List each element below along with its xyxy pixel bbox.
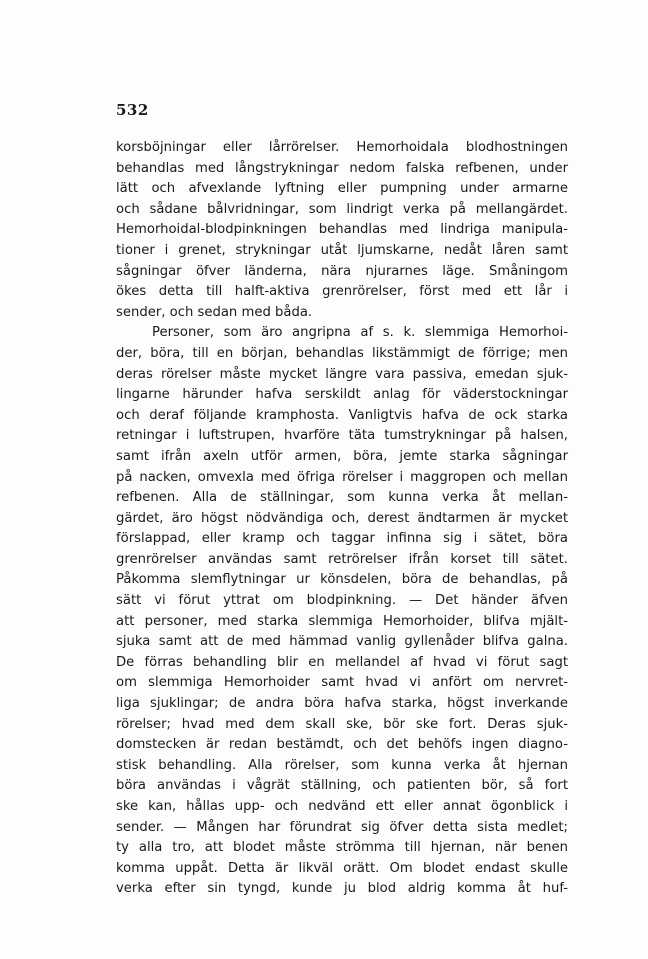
text-line: komma uppåt. Detta är likväl orätt. Om blodet endast skulle [116,860,568,876]
text-line: sender. — Mången har förundrat sig öfver detta sista medlet; [116,819,568,835]
text-line: sågningar öfver länderna, nära njurarnes läge. Småningom [116,263,568,279]
text-line: sender, och sedan med båda. [116,304,313,320]
text-line: Hemorhoidal-blodpinkningen behandlas med lindriga manipula- [116,222,568,238]
text-line: retningar i luftstrupen, hvarföre täta tumstrykningar på halsen, [116,428,568,444]
text-line: samt ifrån axeln utför armen, böra, jemte starka sågningar [116,448,568,464]
text-line: refbenen. Alla de ställningar, som kunna verka åt mellan- [116,490,568,506]
text-line: sjuka samt att de med hämmad vanlig gyllenåder blifva galna. [116,634,568,650]
text-line: ty alla tro, att blodet måste strömma till hjernan, när benen [116,840,568,856]
text-line: gärdet, äro högst nödvändiga och, derest ändtarmen är mycket [116,510,568,526]
text-line: verka efter sin tyngd, kunde ju blod aldrig komma åt huf- [116,881,568,897]
text-line: grenrörelser användas samt retrörelser ifrån korset till sätet. [116,551,568,567]
text-line: Personer, som äro angripna af s. k. slemmiga Hemorhoi- [152,325,568,341]
text-line: lätt och afvexlande lyftning eller pumpning under armarne [116,181,568,197]
text-line: Påkomma slemflytningar ur könsdelen, böra de behandlas, på [116,572,568,588]
text-line: på nacken, omvexla med öfriga rörelser i maggropen och mellan [116,469,568,485]
text-line: domstecken är redan bestämdt, och det behöfs ingen diagno- [116,737,568,753]
text-line: tioner i grenet, strykningar utåt ljumskarne, nedåt låren samt [116,242,568,258]
text-line: behandlas med långstrykningar nedom falska refbenen, under [116,160,568,176]
body-text [116,138,568,900]
text-line: deras rörelser måste mycket längre vara passiva, emedan sjuk- [116,366,568,382]
text-line: ökes detta till halft-aktiva grenrörelser, först med ett lår i [116,284,568,300]
text-line: böra användas i vågrät ställning, och patienten bör, så fort [116,778,568,794]
text-line: De förras behandling blir en mellandel af hvad vi förut sagt [116,654,568,670]
text-line: och deraf följande kramphosta. Vanligtvis hafva de ock starka [116,407,568,423]
text-line: stisk behandling. Alla rörelser, som kunna verka åt hjernan [116,757,568,773]
text-line: att personer, med starka slemmiga Hemorhoider, blifva mjält- [116,613,568,629]
text-line: lingarne härunder hafva serskildt anlag för väderstockningar [116,387,568,403]
text-line: rörelser; hvad med dem skall ske, bör ske fort. Deras sjuk- [116,716,568,732]
text-line: om slemmiga Hemorhoider samt hvad vi anfört om nervret- [116,675,568,691]
text-line: der, böra, till en början, behandlas likstämmigt de förrige; men [116,345,568,361]
text-line: ske kan, hållas upp- och nedvänd ett eller annat ögonblick i [116,799,568,814]
page-number: 532 [116,101,149,119]
text-line: sätt vi förut yttrat om blodpinkning. — Det händer äfven [116,593,568,609]
text-line: liga sjuklingar; de andra böra hafva starka, högst inverkande [116,696,568,712]
text-line: förslappad, eller kramp och taggar infinna sig i sätet, böra [116,531,568,547]
text-line: korsböjningar eller lårrörelser. Hemorhoidala blodhostningen [116,140,568,155]
text-line: och sådane bålvridningar, som lindrigt verka på mellangärdet. [116,201,568,217]
